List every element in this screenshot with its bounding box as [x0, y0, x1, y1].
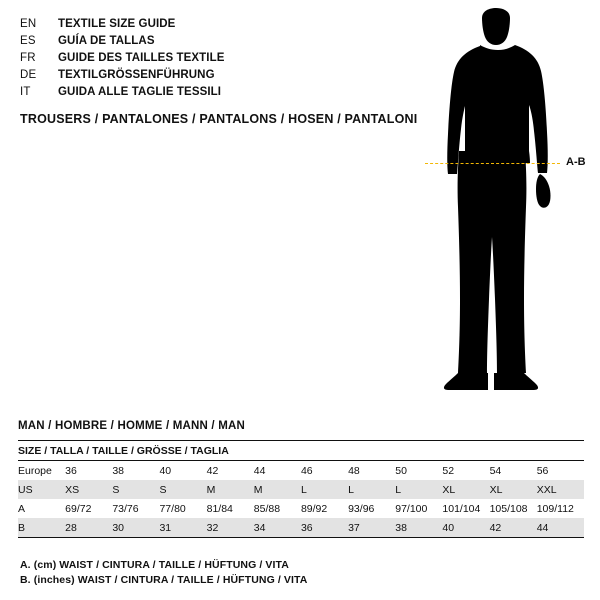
cell: 38 [395, 518, 442, 538]
cell: 42 [206, 464, 219, 477]
cell: 89/92 [300, 502, 328, 515]
cell: 54 [489, 464, 502, 477]
cell: 101/104 [442, 502, 481, 515]
page-title: TROUSERS / PANTALONES / PANTALONS / HOSEN / PANTALONI [20, 112, 418, 126]
cell: 105/108 [489, 502, 528, 515]
cell: 37 [348, 518, 395, 538]
cell: 69/72 [65, 502, 92, 515]
cell: 36 [65, 464, 77, 477]
cell: 40 [159, 464, 172, 477]
table-row [18, 461, 584, 481]
cell: S [159, 480, 206, 499]
row-label-europe: Europe [18, 464, 52, 477]
table-row [18, 518, 584, 538]
cell: 52 [442, 464, 455, 477]
cell: XS [65, 480, 112, 499]
footnotes [20, 558, 307, 588]
cell: 56 [536, 464, 549, 477]
language-row-en [20, 18, 320, 35]
language-code-en: EN [20, 18, 37, 30]
language-text-de: TEXTILGRÖSSENFÜHRUNG [58, 69, 215, 81]
cell: 36 [301, 518, 348, 538]
cell: M [254, 480, 301, 499]
cell: M [207, 480, 254, 499]
cell: 85/88 [253, 502, 281, 515]
male-silhouette-icon [420, 8, 595, 408]
language-text-es: GUÍA DE TALLAS [58, 35, 155, 47]
language-code-de: DE [20, 69, 37, 81]
cell: 97/100 [395, 502, 428, 515]
cell: 30 [112, 518, 159, 538]
cell: 34 [254, 518, 301, 538]
cell: 32 [207, 518, 254, 538]
row-label-us: US [18, 480, 65, 499]
cell: L [395, 480, 442, 499]
table-row [18, 499, 584, 518]
cell: 81/84 [206, 502, 233, 515]
size-table-section [18, 420, 584, 538]
table-header-label: SIZE / TALLA / TAILLE / GRÖSSE / TAGLIA [18, 441, 584, 461]
language-row-it [20, 86, 320, 103]
language-row-es [20, 35, 320, 52]
cell: 42 [490, 518, 537, 538]
cell: L [348, 480, 395, 499]
footnote-b: B. (inches) WAIST / CINTURA / TAILLE / HÜFTUNG / VITA [20, 574, 308, 586]
cell: 46 [300, 464, 313, 477]
cell: XL [442, 480, 489, 499]
language-text-en: TEXTILE SIZE GUIDE [58, 18, 176, 30]
cell: 31 [159, 518, 206, 538]
cell: 73/76 [112, 502, 139, 515]
cell: 109/112 [536, 502, 574, 515]
size-table [18, 440, 584, 538]
table-caption: MAN / HOMBRE / HOMME / MANN / MAN [18, 420, 246, 432]
language-row-fr [20, 52, 320, 69]
language-list [20, 18, 320, 103]
row-label-a: A [18, 502, 26, 515]
cell: XXL [537, 480, 584, 499]
table-header-row [18, 441, 584, 461]
cell: S [112, 480, 159, 499]
cell: 44 [253, 464, 266, 477]
cell: 28 [65, 518, 112, 538]
cell: XL [490, 480, 537, 499]
waist-measure-label: A-B [566, 156, 586, 168]
footnote-a: A. (cm) WAIST / CINTURA / TAILLE / HÜFTUNG / VITA [20, 559, 289, 571]
language-code-it: IT [20, 86, 31, 98]
cell: 50 [395, 464, 407, 477]
cell: 38 [112, 464, 124, 477]
waist-measure-line [425, 163, 560, 164]
language-row-de [20, 69, 320, 86]
cell: 40 [442, 518, 489, 538]
silhouette-figure [420, 8, 595, 408]
table-row [18, 480, 584, 499]
cell: L [301, 480, 348, 499]
language-code-fr: FR [20, 52, 36, 64]
language-text-fr: GUIDE DES TAILLES TEXTILE [58, 52, 225, 64]
cell: 77/80 [159, 502, 186, 515]
language-code-es: ES [20, 35, 36, 47]
cell: 44 [537, 518, 584, 538]
row-label-b: B [18, 518, 65, 538]
language-text-it: GUIDA ALLE TAGLIE TESSILI [58, 86, 222, 98]
cell: 48 [348, 464, 360, 477]
cell: 93/96 [348, 502, 375, 515]
